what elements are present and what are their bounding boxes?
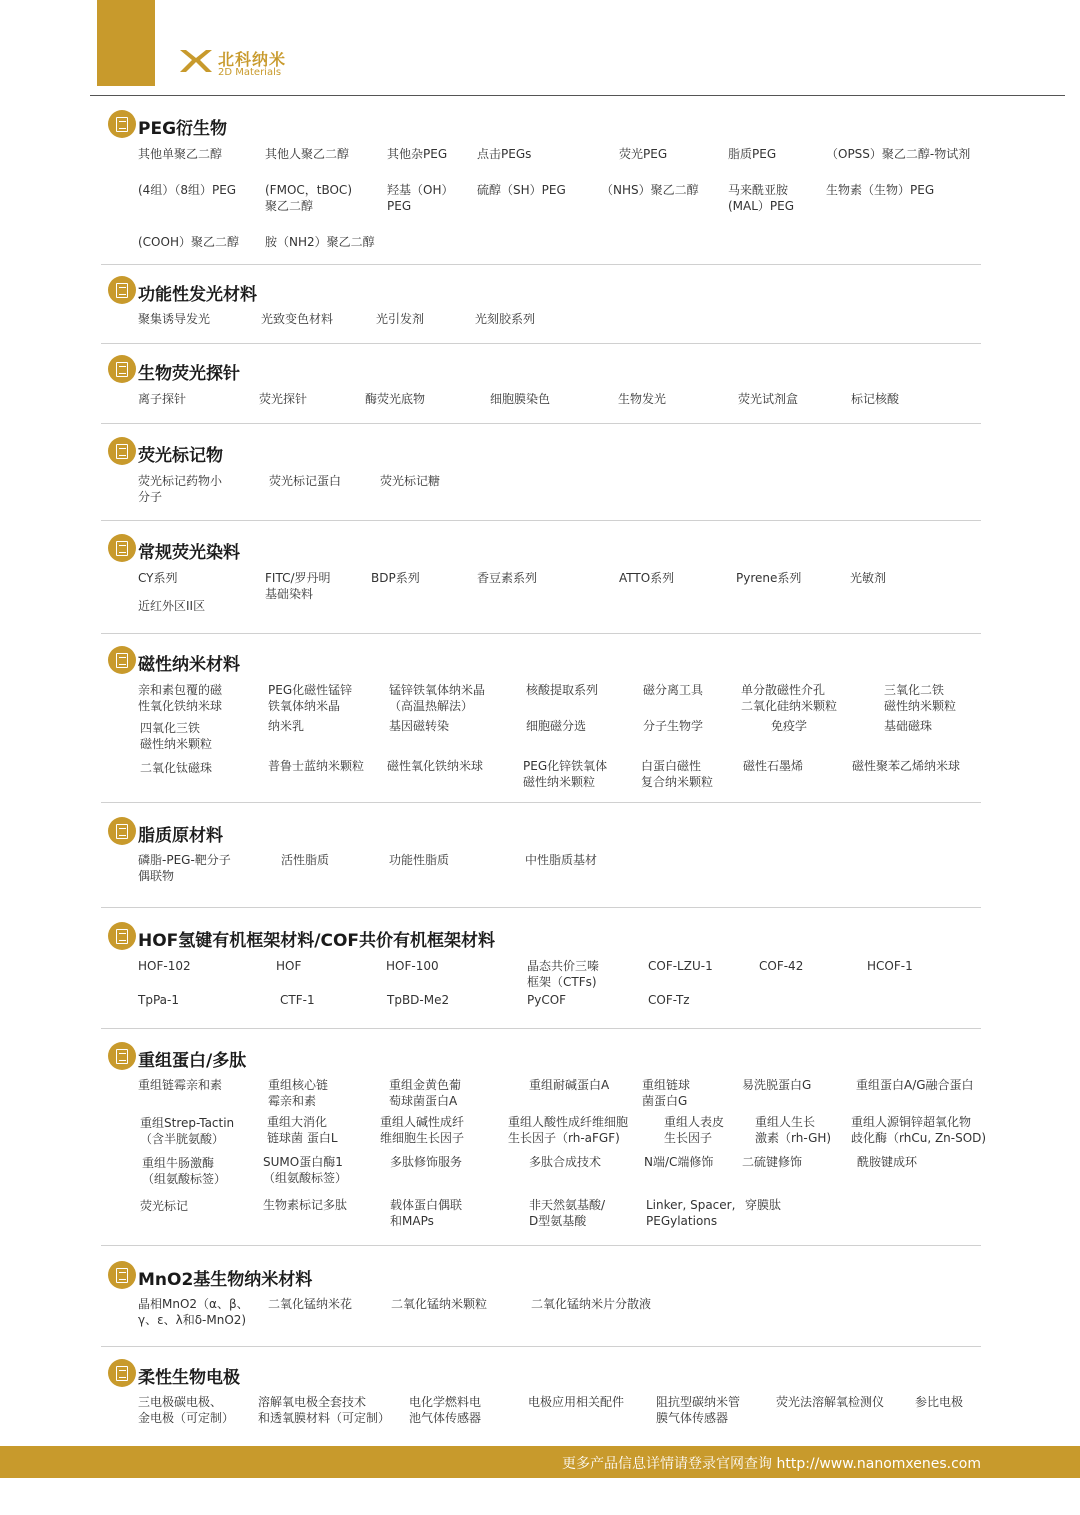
- list-item: 生物素标记多肽: [263, 1198, 348, 1212]
- list-item: PEG化锌铁氧体 磁性纳米颗粒: [523, 759, 608, 789]
- list-item: 生物发光: [618, 392, 667, 406]
- list-item: CTF-1: [280, 993, 315, 1007]
- list-item: 活性脂质: [281, 853, 330, 867]
- list-item: 荧光标记蛋白: [269, 474, 342, 488]
- list-item: 穿膜肽: [745, 1198, 782, 1212]
- section-divider: [101, 1028, 981, 1029]
- document-icon: [108, 1042, 136, 1070]
- list-item: 易洗脱蛋白G: [742, 1078, 812, 1092]
- header-rule: [90, 95, 1065, 96]
- list-item: 锰锌铁氧体纳米晶 （高温热解法）: [389, 683, 486, 713]
- list-item: 三电极碳电极、 金电极（可定制）: [138, 1395, 235, 1425]
- list-item: (FMOC，tBOC) 聚乙二醇: [265, 183, 352, 213]
- list-item: 基础磁珠: [884, 719, 933, 733]
- list-item: 磁性石墨烯: [743, 759, 804, 773]
- list-item: 普鲁士蓝纳米颗粒: [268, 759, 365, 773]
- list-item: 重组大消化 链球菌 蛋白L: [267, 1115, 338, 1145]
- list-item: 载体蛋白偶联 和MAPs: [390, 1198, 463, 1228]
- list-item: HOF-100: [386, 959, 439, 973]
- list-item: 阻抗型碳纳米管 膜气体传感器: [656, 1395, 741, 1425]
- section-divider: [101, 520, 981, 521]
- list-item: 生物素（生物）PEG: [826, 183, 935, 197]
- list-item: 重组链球 菌蛋白G: [642, 1078, 691, 1108]
- list-item: 荧光试剂盒: [738, 392, 799, 406]
- list-item: BDP系列: [371, 571, 420, 585]
- document-icon: [108, 355, 136, 383]
- list-item: 亲和素包覆的磁 性氧化铁纳米球: [138, 683, 223, 713]
- list-item: ATTO系列: [619, 571, 675, 585]
- list-item: HOF: [276, 959, 302, 973]
- list-item: （NHS）聚乙二醇: [601, 183, 699, 197]
- list-item: 酰胺键成环: [857, 1155, 918, 1169]
- list-item: 荧光标记糖: [380, 474, 441, 488]
- list-item: N端/C端修饰: [644, 1155, 714, 1169]
- section-divider: [101, 1245, 981, 1246]
- list-item: （OPSS）聚乙二醇-物试剂: [826, 147, 971, 161]
- section-title: 荧光标记物: [138, 446, 223, 466]
- list-item: 荧光标记: [140, 1199, 189, 1213]
- list-item: 点击PEGs: [477, 147, 532, 161]
- header-gold-block: [97, 0, 155, 86]
- document-icon: [108, 276, 136, 304]
- list-item: COF-Tz: [648, 993, 690, 1007]
- list-item: 近红外区II区: [138, 599, 206, 613]
- list-item: (4组）（8组）PEG: [138, 183, 237, 197]
- list-item: 基因磁转染: [389, 719, 450, 733]
- section-title: 常规荧光染料: [138, 543, 240, 563]
- list-item: 磁分离工具: [643, 683, 704, 697]
- document-icon: [108, 1261, 136, 1289]
- list-item: 荧光探针: [259, 392, 308, 406]
- list-item: 电化学燃料电 池气体传感器: [409, 1395, 482, 1425]
- list-item: 核酸提取系列: [526, 683, 599, 697]
- list-item: 四氧化三铁 磁性纳米颗粒: [140, 721, 213, 751]
- list-item: 光引发剂: [376, 312, 425, 326]
- document-icon: [108, 110, 136, 138]
- list-item: 重组人表皮 生长因子: [664, 1115, 725, 1145]
- list-item: HOF-102: [138, 959, 191, 973]
- list-item: 免疫学: [771, 719, 808, 733]
- list-item: 光刻胶系列: [475, 312, 536, 326]
- list-item: 荧光PEG: [619, 147, 668, 161]
- section-divider: [101, 423, 981, 424]
- section-title: PEG衍生物: [138, 119, 228, 139]
- logo-mark-icon: [178, 46, 214, 76]
- section-divider: [101, 343, 981, 344]
- list-item: 重组人碱性成纤 维细胞生长因子: [380, 1115, 465, 1145]
- list-item: 荧光标记药物小 分子: [138, 474, 223, 504]
- list-item: 电极应用相关配件: [528, 1395, 625, 1409]
- list-item: 三氧化二铁 磁性纳米颗粒: [884, 683, 957, 713]
- list-item: FITC/罗丹明 基础染料: [265, 571, 331, 601]
- list-item: TpBD-Me2: [387, 993, 450, 1007]
- list-item: 标记核酸: [851, 392, 900, 406]
- list-item: TpPa-1: [138, 993, 179, 1007]
- list-item: 中性脂质基材: [525, 853, 598, 867]
- document-icon: [108, 922, 136, 950]
- list-item: 分子生物学: [643, 719, 704, 733]
- list-item: 二氧化钛磁珠: [140, 761, 213, 775]
- list-item: 重组耐碱蛋白A: [529, 1078, 610, 1092]
- list-item: 脂质PEG: [728, 147, 777, 161]
- section-divider: [101, 802, 981, 803]
- list-item: 白蛋白磁性 复合纳米颗粒: [641, 759, 714, 789]
- list-item: 酶荧光底物: [365, 392, 426, 406]
- list-item: 二氧化锰纳米片分散液: [531, 1297, 652, 1311]
- list-item: 纳米乳: [268, 719, 305, 733]
- list-item: 磁性氧化铁纳米球: [387, 759, 484, 773]
- list-item: Linker, Spacer, PEGylations: [646, 1198, 736, 1228]
- list-item: HCOF-1: [867, 959, 913, 973]
- section-title: 功能性发光材料: [138, 285, 257, 305]
- list-item: (COOH）聚乙二醇: [138, 235, 239, 249]
- section-divider: [101, 264, 981, 265]
- footer-bar: [0, 1446, 1080, 1478]
- list-item: 重组人酸性成纤维细胞 生长因子（rh-aFGF): [508, 1115, 629, 1145]
- list-item: 重组牛肠激酶 （组氨酸标签）: [142, 1156, 227, 1186]
- list-item: 细胞磁分选: [526, 719, 587, 733]
- brand-name-cn: 北科纳米: [218, 50, 287, 69]
- list-item: 重组金黄色葡 萄球菌蛋白A: [389, 1078, 462, 1108]
- document-icon: [108, 534, 136, 562]
- list-item: COF-42: [759, 959, 804, 973]
- list-item: 磁性聚苯乙烯纳米球: [852, 759, 961, 773]
- document-icon: [108, 1359, 136, 1387]
- list-item: 细胞膜染色: [490, 392, 551, 406]
- section-title: 磁性纳米材料: [138, 655, 240, 675]
- section-title: 脂质原材料: [138, 826, 223, 846]
- list-item: 单分散磁性介孔 二氧化硅纳米颗粒: [741, 683, 838, 713]
- document-icon: [108, 646, 136, 674]
- list-item: Pyrene系列: [736, 571, 802, 585]
- list-item: 多肽合成技术: [529, 1155, 602, 1169]
- list-item: 参比电极: [915, 1395, 964, 1409]
- footer-text[interactable]: 更多产品信息详情请登录官网查询 http://www.nanomxenes.com: [562, 1456, 981, 1472]
- list-item: 其他单聚乙二醇: [138, 147, 223, 161]
- list-item: 硫醇（SH）PEG: [477, 183, 566, 197]
- section-title: HOF氢键有机框架材料/COF共价有机框架材料: [138, 931, 496, 951]
- list-item: PyCOF: [527, 993, 567, 1007]
- list-item: 溶解氧电极全套技术 和透氧膜材料（可定制）: [258, 1395, 391, 1425]
- list-item: COF-LZU-1: [648, 959, 713, 973]
- section-divider: [101, 907, 981, 908]
- section-title: MnO2基生物纳米材料: [138, 1270, 313, 1290]
- list-item: 二氧化锰纳米花: [268, 1297, 353, 1311]
- section-title: 重组蛋白/多肽: [138, 1051, 247, 1071]
- list-item: 功能性脂质: [389, 853, 450, 867]
- list-item: CY系列: [138, 571, 178, 585]
- list-item: 重组人源铜锌超氧化物 歧化酶（rhCu, Zn-SOD): [851, 1115, 987, 1145]
- list-item: 重组人生长 激素（rh-GH): [755, 1115, 832, 1145]
- list-item: 磷脂-PEG-靶分子 偶联物: [138, 853, 231, 883]
- section-divider: [101, 633, 981, 634]
- section-title: 生物荧光探针: [138, 364, 240, 384]
- list-item: 重组蛋白A/G融合蛋白: [856, 1078, 974, 1092]
- list-item: 多肽修饰服务: [390, 1155, 463, 1169]
- section-title: 柔性生物电极: [138, 1368, 240, 1388]
- list-item: 其他人聚乙二醇: [265, 147, 350, 161]
- list-item: 光敏剂: [850, 571, 887, 585]
- document-icon: [108, 817, 136, 845]
- list-item: 荧光法溶解氧检测仪: [776, 1395, 885, 1409]
- list-item: SUMO蛋白酶1 （组氨酸标签）: [263, 1155, 348, 1185]
- list-item: 晶相MnO2（α、β、 γ、ε、λ和δ-MnO2): [138, 1297, 249, 1327]
- list-item: 晶态共价三嗪 框架（CTFs): [527, 959, 600, 989]
- list-item: 香豆素系列: [477, 571, 538, 585]
- list-item: PEG化磁性锰锌 铁氧体纳米晶: [268, 683, 353, 713]
- list-item: 马来酰亚胺 (MAL）PEG: [728, 183, 795, 213]
- list-item: 羟基（OH） PEG: [387, 183, 454, 213]
- list-item: 胺（NH2）聚乙二醇: [265, 235, 375, 249]
- list-item: 二硫键修饰: [742, 1155, 803, 1169]
- list-item: 重组链霉亲和素: [138, 1078, 223, 1092]
- list-item: 离子探针: [138, 392, 187, 406]
- section-divider: [101, 1346, 981, 1347]
- list-item: 光致变色材料: [261, 312, 334, 326]
- document-icon: [108, 437, 136, 465]
- list-item: 聚集诱导发光: [138, 312, 211, 326]
- list-item: 非天然氨基酸/ D型氨基酸: [529, 1198, 606, 1228]
- brand-logo: [178, 44, 298, 84]
- brand-name-en: 2D Materials: [218, 67, 282, 78]
- list-item: 二氧化锰纳米颗粒: [391, 1297, 488, 1311]
- list-item: 重组核心链 霉亲和素: [268, 1078, 329, 1108]
- list-item: 重组Strep-Tactin （含半胱氨酸）: [140, 1116, 235, 1146]
- list-item: 其他杂PEG: [387, 147, 448, 161]
